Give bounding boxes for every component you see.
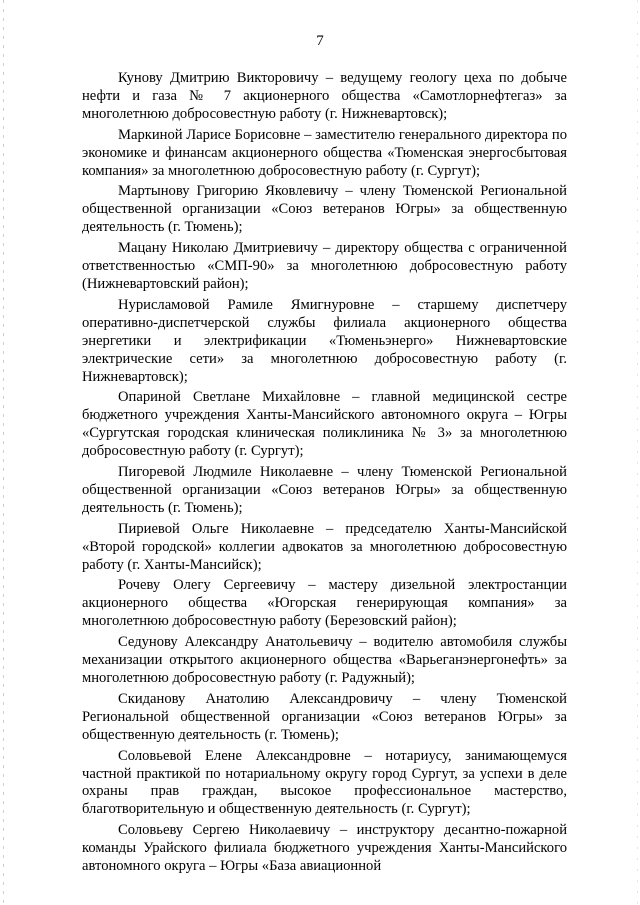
award-paragraph: Пириевой Ольге Николаевне – председателю Ханты-Мансийской «Второй городской» коллегии адвокатов за многолетнюю добросовестную работу (г. Ханты-Мансийск); [82, 520, 567, 573]
award-paragraph: Соловьевой Елене Александровне – нотариусу, занимающемуся частной практикой по нотариальному округу город Сургут, за успехи в деле охраны прав граждан, высокое профессиональное мастерство, благотворительную и общественную деятельность (г. Сургут); [82, 747, 567, 818]
award-paragraph: Скиданову Анатолию Александровичу – члену Тюменской Региональной общественной организации «Союз ветеранов Югры» за общественную деятельность (г. Тюмень); [82, 690, 567, 743]
page-number: 7 [316, 33, 324, 49]
award-paragraph: Опариной Светлане Михайловне – главной медицинской сестре бюджетного учреждения Ханты-Мансийского автономного округа – Югры «Сургутская городская клиническая поликлиника № 3» за многолетнюю добросовестную работу (г. Сургут); [82, 389, 567, 460]
award-paragraph: Маркиной Ларисе Борисовне – заместителю генерального директора по экономике и финансам акционерного общества «Тюменская энергосбытовая компания» за многолетнюю добросовестную работу (г. Сургут); [82, 126, 567, 179]
award-paragraph: Пигоревой Людмиле Николаевне – члену Тюменской Региональной общественной организации «Союз ветеранов Югры» за общественную деятельность (г. Тюмень); [82, 464, 567, 516]
award-paragraph: Мартынову Григорию Яковлевичу – члену Тюменской Региональной общественной организации «Союз ветеранов Югры» за общественную деятельность (г. Тюмень); [82, 183, 567, 236]
document-body [82, 70, 567, 879]
award-paragraph: Нурисламовой Рамиле Ямигнуровне – старшему диспетчеру оперативно-диспетчерской службы филиала акционерного общества энергетики и электрификации «Тюменьэнерго» Нижневартовские электрические сети» за многолетнюю добросовестную работу (г. Нижневартовск); [82, 296, 567, 385]
award-paragraph: Кунову Дмитрию Викторовичу – ведущему геологу цеха по добыче нефти и газа № 7 акционерного общества «Самотлорнефтегаз» за многолетнюю добросовестную работу (г. Нижневартовск); [82, 70, 567, 122]
award-paragraph: Соловьеву Сергею Николаевичу – инструктору десантно-пожарной команды Урайского филиала бюджетного учреждения Ханты-Мансийского автономного округа – Югры «База авиационной [82, 822, 567, 875]
award-paragraph: Мацану Николаю Дмитриевичу – директору общества с ограниченной ответственностью «СМП-90» за многолетнюю добросовестную работу (Нижневартовский район); [82, 240, 567, 292]
award-paragraph: Седунову Александру Анатольевичу – водителю автомобиля службы механизации открытого акционерного общества «Варьеганэнергонефть» за многолетнюю добросовестную работу (г. Радужный); [82, 634, 567, 686]
scan-edge-right [637, 0, 638, 905]
scan-edge-left [3, 0, 4, 905]
award-paragraph: Рочеву Олегу Сергеевичу – мастеру дизельной электростанции акционерного общества «Югорская генерирующая компания» за многолетнюю добросовестную работу (Березовский район); [82, 577, 567, 630]
